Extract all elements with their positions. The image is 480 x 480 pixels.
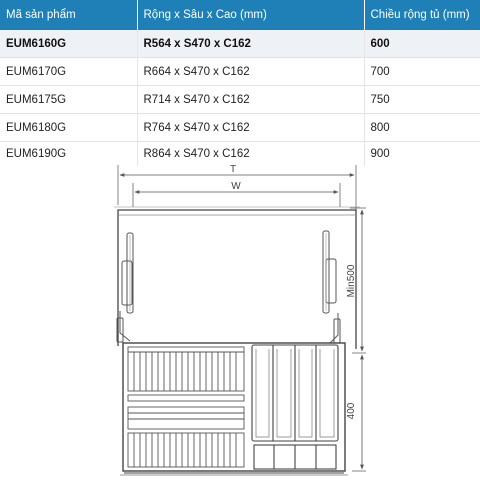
dimensions-cell: R664 x S470 x C162 [137, 58, 364, 86]
product-code-cell: EUM6160G [0, 30, 137, 58]
product-code-cell: EUM6190G [0, 142, 137, 167]
header-cabinet-width: Chiều rộng tủ (mm) [364, 0, 480, 30]
header-dimensions: Rộng x Sâu x Cao (mm) [137, 0, 364, 30]
table-header-row [0, 0, 480, 30]
right-lift-arm [323, 231, 340, 343]
label-total-width: T [229, 164, 237, 175]
cabinet-width-cell: 900 [370, 148, 390, 160]
basket-frame [120, 343, 348, 475]
cabinet-width-cell: 600 [364, 30, 480, 58]
product-code-cell: EUM6170G [0, 58, 137, 86]
dish-rack [128, 347, 244, 467]
table-row [0, 86, 480, 114]
dimension-inner-width [133, 181, 340, 207]
dimensions-cell: R714 x S470 x C162 [137, 86, 364, 114]
cabinet-width-cell: 800 [364, 114, 480, 142]
label-min-height: Min500 [346, 264, 357, 298]
technical-drawing [0, 163, 480, 480]
header-product-code: Mã sản phẩm [0, 0, 137, 30]
spec-table [0, 0, 480, 166]
product-code-cell: EUM6175G [0, 86, 137, 114]
dimensions-cell: R564 x S470 x C162 [137, 30, 364, 58]
table-row [0, 114, 480, 142]
label-inner-width: W [231, 181, 241, 192]
label-basket-height: 400 [346, 402, 357, 420]
cup-compartments [252, 345, 338, 469]
dimension-basket-height [346, 355, 366, 471]
cabinet-width-cell: 700 [364, 58, 480, 86]
product-code-cell: EUM6180G [0, 114, 137, 142]
dimensions-cell: R764 x S470 x C162 [137, 114, 364, 142]
table-row [0, 58, 480, 86]
table-row [0, 30, 480, 58]
dimensions-cell: R864 x S470 x C162 [137, 142, 364, 167]
left-lift-arm [117, 233, 133, 342]
cabinet-width-cell: 750 [364, 86, 480, 114]
